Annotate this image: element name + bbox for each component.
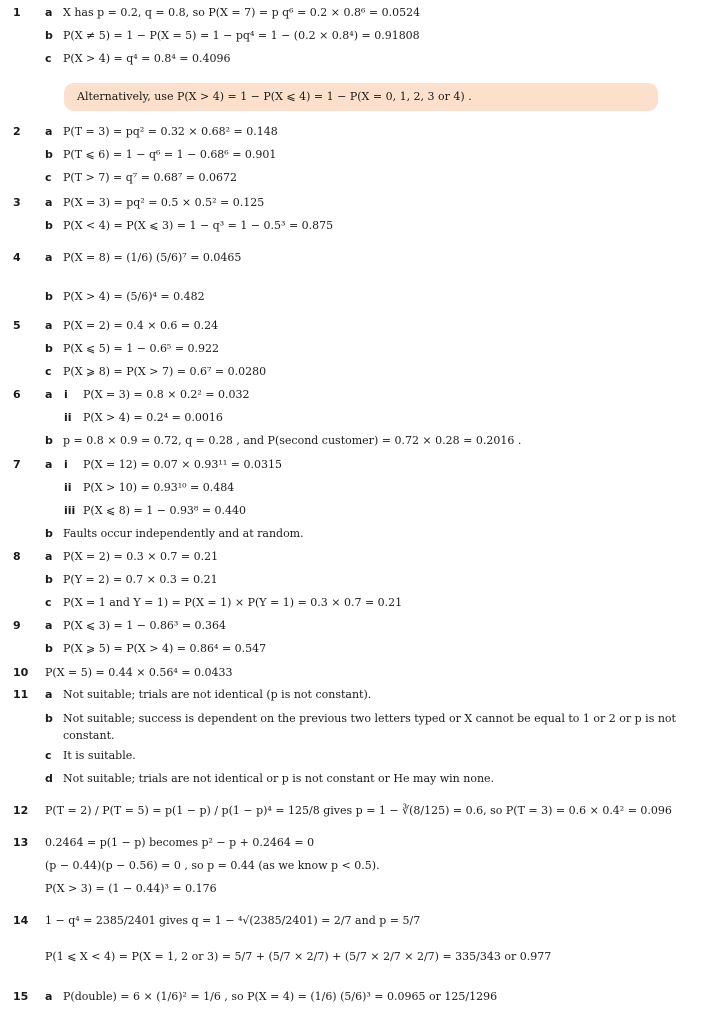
answer-11a	[0, 686, 707, 704]
part-label: a	[45, 688, 53, 701]
answer-text: P(X ⩽ 3) = 1 − 0.86³ = 0.364	[63, 619, 227, 632]
answer-text: Not suitable; trials are not identical or p is not constant or He may win none.	[63, 772, 495, 785]
part-label: a	[45, 619, 53, 632]
answer-7b	[0, 525, 707, 543]
answer-13c	[0, 880, 707, 898]
part-label: c	[45, 749, 52, 762]
subpart-label: i	[64, 388, 68, 401]
part-label: b	[45, 290, 53, 303]
answer-text: p = 0.8 × 0.9 = 0.72, q = 0.28 , and P(second customer) = 0.72 × 0.28 = 0.2016 .	[63, 434, 522, 447]
answer-7a-ii	[0, 479, 707, 497]
answer-4b	[0, 288, 707, 306]
answer-13a	[0, 834, 707, 852]
part-label: a	[45, 550, 53, 563]
part-label: a	[45, 458, 53, 471]
part-label: b	[45, 712, 53, 725]
answer-text: P(T > 7) = q⁷ = 0.68⁷ = 0.0672	[63, 171, 238, 184]
answer-text: P(X > 10) = 0.93¹⁰ = 0.484	[83, 481, 235, 494]
answer-9b	[0, 640, 707, 658]
answer-14a	[0, 912, 707, 930]
subpart-label: i	[64, 458, 68, 471]
answer-text: Not suitable; trials are not identical (p is not constant).	[63, 688, 372, 701]
answer-text: P(Y = 2) = 0.7 × 0.3 = 0.21	[63, 573, 218, 586]
answer-text: P(T = 3) = pq² = 0.32 × 0.68² = 0.148	[63, 125, 278, 138]
answer-1a	[0, 4, 707, 22]
part-label: a	[45, 251, 53, 264]
answer-9a	[0, 617, 707, 635]
note-text: Alternatively, use P(X > 4) = 1 − P(X ⩽ 4) = 1 − P(X = 0, 1, 2, 3 or 4) .	[77, 90, 472, 103]
part-label: b	[45, 434, 53, 447]
answer-text: P(X = 2) = 0.4 × 0.6 = 0.24	[63, 319, 219, 332]
answer-text: P(1 ⩽ X < 4) = P(X = 1, 2 or 3) = 5/7 + (5/7 × 2/7) + (5/7 × 2/7 × 2/7) = 335/343 or 0.977	[45, 950, 552, 963]
answer-text: P(X ⩽ 5) = 1 − 0.6⁵ = 0.922	[63, 342, 220, 355]
answer-text: P(X = 3) = 0.8 × 0.2² = 0.032	[83, 388, 250, 401]
answer-8a	[0, 548, 707, 566]
part-label: c	[45, 52, 52, 65]
answer-text: Faults occur independently and at random.	[63, 527, 304, 540]
answer-15a	[0, 988, 707, 1006]
part-label: b	[45, 642, 53, 655]
answer-11b	[0, 710, 707, 746]
answer-5a	[0, 317, 707, 335]
answer-text: P(X > 3) = (1 − 0.44)³ = 0.176	[45, 882, 217, 895]
answer-1b	[0, 27, 707, 45]
part-label: b	[45, 29, 53, 42]
part-label: b	[45, 342, 53, 355]
question-number: 1	[13, 6, 21, 19]
part-label: c	[45, 596, 52, 609]
part-label: b	[45, 573, 53, 586]
answer-3a	[0, 194, 707, 212]
question-number: 15	[13, 990, 29, 1003]
answer-text: Not suitable; success is dependent on the previous two letters typed or X cannot be equal to 1 or 2 or p is not constant.	[63, 712, 676, 742]
question-number: 2	[13, 125, 21, 138]
answer-text: It is suitable.	[63, 749, 136, 762]
answer-text: P(double) = 6 × (1/6)² = 1/6 , so P(X = 4) = (1/6) (5/6)³ = 0.0965 or 125/1296	[63, 990, 498, 1003]
part-label: c	[45, 171, 52, 184]
subpart-label: ii	[64, 481, 72, 494]
answer-4a	[0, 249, 707, 267]
answer-text: P(X ≠ 5) = 1 − P(X = 5) = 1 − pq⁴ = 1 − (0.2 × 0.8⁴) = 0.91808	[63, 29, 420, 42]
answer-text: P(X = 8) = (1/6) (5/6)⁷ = 0.0465	[63, 251, 242, 264]
subpart-label: iii	[64, 504, 76, 517]
answer-6a-ii	[0, 409, 707, 427]
answer-text: P(X ⩾ 5) = P(X > 4) = 0.86⁴ = 0.547	[63, 642, 267, 655]
answer-text: P(X ⩾ 8) = P(X > 7) = 0.6⁷ = 0.0280	[63, 365, 267, 378]
part-label: d	[45, 772, 53, 785]
answer-text: P(X = 12) = 0.07 × 0.93¹¹ = 0.0315	[83, 458, 282, 471]
answer-text: (p − 0.44)(p − 0.56) = 0 , so p = 0.44 (as we know p < 0.5).	[45, 859, 380, 872]
alternative-method-note	[64, 83, 658, 111]
answer-text: P(X < 4) = P(X ⩽ 3) = 1 − q³ = 1 − 0.5³ = 0.875	[63, 219, 334, 232]
subpart-label: ii	[64, 411, 72, 424]
answer-text: P(X > 4) = q⁴ = 0.8⁴ = 0.4096	[63, 52, 231, 65]
answer-10	[0, 664, 707, 682]
part-label: a	[45, 388, 53, 401]
answer-text: P(T = 2) / P(T = 5) = p(1 − p) / p(1 − p)⁴ = 125/8 gives p = 1 − ∛(8/125) = 0.6, so P(T = 3) = 0.6 × 0.4² = 0.096	[45, 804, 672, 817]
answer-6b	[0, 432, 707, 450]
part-label: b	[45, 527, 53, 540]
answer-text: P(X = 1 and Y = 1) = P(X = 1) × P(Y = 1) = 0.3 × 0.7 = 0.21	[63, 596, 403, 609]
question-number: 13	[13, 836, 29, 849]
answer-text: P(X ⩽ 8) = 1 − 0.93⁸ = 0.440	[83, 504, 247, 517]
answer-1c	[0, 50, 707, 68]
part-label: b	[45, 148, 53, 161]
answer-11c	[0, 747, 707, 765]
answer-2a	[0, 123, 707, 141]
answer-text: P(X > 4) = (5/6)⁴ = 0.482	[63, 290, 205, 303]
answer-text: X has p = 0.2, q = 0.8, so P(X = 7) = p q⁶ = 0.2 × 0.8⁶ = 0.0524	[63, 6, 421, 19]
question-number: 9	[13, 619, 21, 632]
answer-3b	[0, 217, 707, 235]
part-label: a	[45, 196, 53, 209]
part-label: c	[45, 365, 52, 378]
answer-13b	[0, 857, 707, 875]
answer-text: P(X = 3) = pq² = 0.5 × 0.5² = 0.125	[63, 196, 265, 209]
question-number: 6	[13, 388, 21, 401]
answer-7a-i	[0, 456, 707, 474]
question-number: 14	[13, 914, 29, 927]
question-number: 8	[13, 550, 21, 563]
question-number: 11	[13, 688, 29, 701]
answer-text: 1 − q⁴ = 2385/2401 gives q = 1 − ⁴√(2385/2401) = 2/7 and p = 5/7	[45, 914, 421, 927]
answer-5c	[0, 363, 707, 381]
question-number: 10	[13, 666, 29, 679]
part-label: a	[45, 6, 53, 19]
part-label: a	[45, 125, 53, 138]
question-number: 5	[13, 319, 21, 332]
question-number: 7	[13, 458, 21, 471]
answer-8c	[0, 594, 707, 612]
answer-2c	[0, 169, 707, 187]
answer-14b	[0, 948, 707, 966]
answer-12	[0, 802, 707, 820]
part-label: b	[45, 219, 53, 232]
answer-7a-iii	[0, 502, 707, 520]
answer-text: P(X = 2) = 0.3 × 0.7 = 0.21	[63, 550, 219, 563]
question-number: 12	[13, 804, 29, 817]
answer-text: P(X = 5) = 0.44 × 0.56⁴ = 0.0433	[45, 666, 233, 679]
part-label: a	[45, 990, 53, 1003]
part-label: a	[45, 319, 53, 332]
answer-5b	[0, 340, 707, 358]
answer-6a-i	[0, 386, 707, 404]
answer-8b	[0, 571, 707, 589]
answer-text: P(T ⩽ 6) = 1 − q⁶ = 1 − 0.68⁶ = 0.901	[63, 148, 277, 161]
answer-text: P(X > 4) = 0.2⁴ = 0.0016	[83, 411, 223, 424]
answer-2b	[0, 146, 707, 164]
question-number: 4	[13, 251, 21, 264]
answer-text: 0.2464 = p(1 − p) becomes p² − p + 0.2464 = 0	[45, 836, 315, 849]
answer-11d	[0, 770, 707, 788]
question-number: 3	[13, 196, 21, 209]
